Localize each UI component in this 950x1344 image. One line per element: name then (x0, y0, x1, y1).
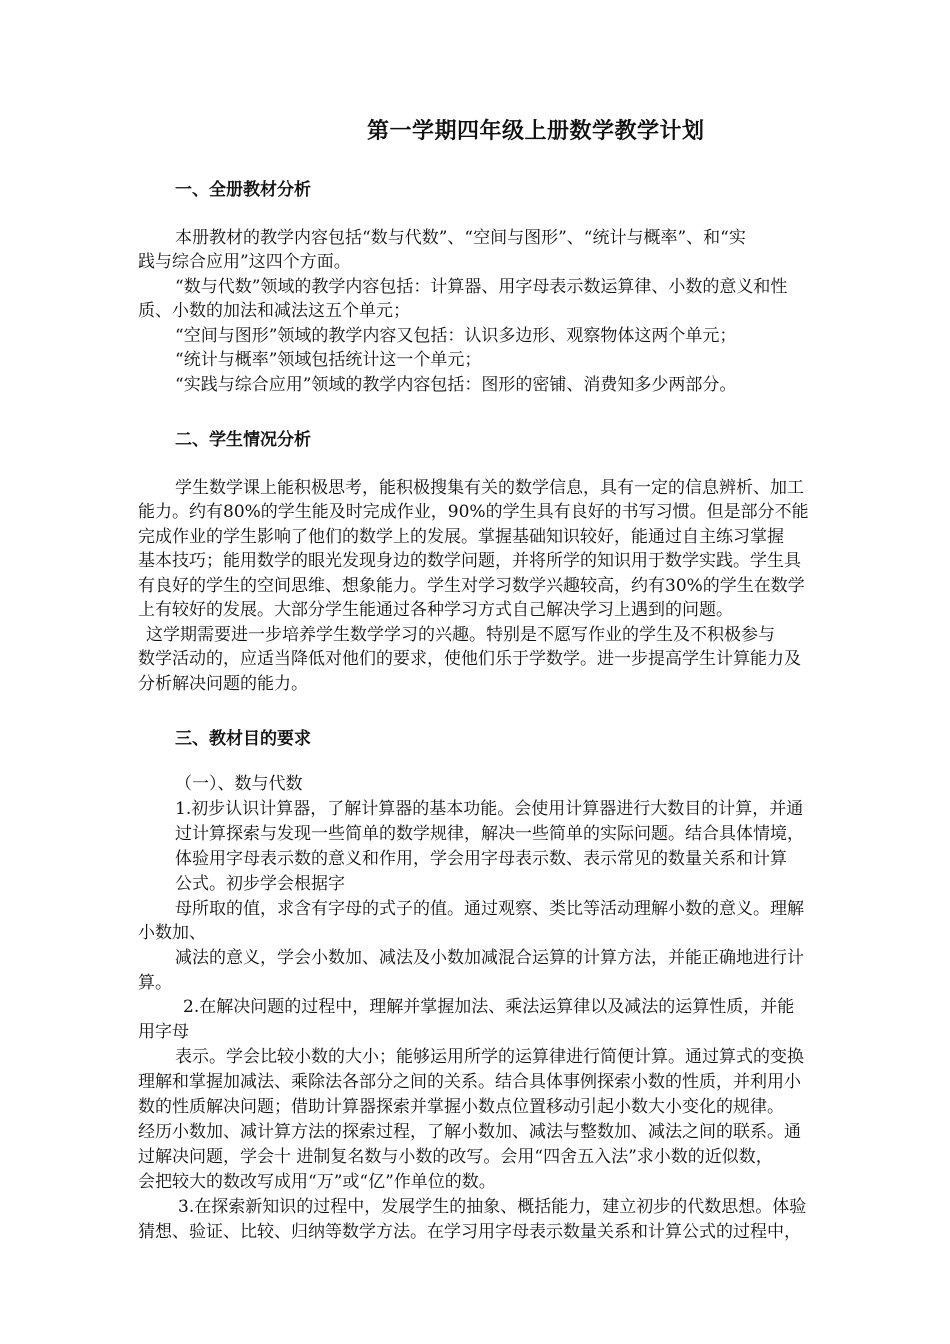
paragraph-line: 践与综合应用”这四个方面。 (138, 252, 351, 272)
paragraph-line: 母所取的值，求含有字母的式子的值。通过观察、类比等活动理解小数的意义。理解 (175, 899, 804, 919)
paragraph-line: 能力。约有80%的学生能及时完成作业，90%的学生具有良好的书写习惯。但是部分不能 (138, 502, 809, 522)
paragraph-line: 公式。初步学会根据字 (175, 874, 345, 894)
paragraph-line: 过计算探索与发现一些简单的数学规律，解决一些简单的实际问题。结合具体情境， (175, 824, 804, 844)
subsection-heading: （一）、数与代数 (175, 774, 303, 794)
paragraph-line: “实践与综合应用”领域的教学内容包括：图形的密铺、消费知多少两部分。 (175, 375, 737, 395)
section-heading-teaching-goals: 三、教材目的要求 (175, 729, 311, 749)
paragraph-line: 猜想、验证、比较、归纳等数学方法。在学习用字母表示数量关系和计算公式的过程中， (138, 1222, 801, 1242)
paragraph-line: “空间与图形”领域的教学内容又包括：认识多边形、观察物体这两个单元； (175, 326, 737, 346)
paragraph-line: 这学期需要进一步培养学生数学学习的兴趣。特别是不愿写作业的学生及不积极参与 (146, 625, 775, 645)
paragraph-line: 理解和掌握加减法、乘除法各部分之间的关系。结合具体事例探索小数的性质，并利用小 (138, 1072, 801, 1092)
paragraph-line: 质、小数的加法和减法这五个单元； (138, 301, 410, 321)
paragraph-line: 完成作业的学生影响了他们的数学上的发展。掌握基础知识较好，能通过自主练习掌握 (138, 527, 784, 547)
paragraph-line: “数与代数”领域的教学内容包括：计算器、用字母表示数运算律、小数的意义和性 (175, 277, 788, 297)
paragraph-line: 体验用字母表示数的意义和作用，学会用字母表示数、表示常见的数量关系和计算 (175, 849, 787, 869)
paragraph-line: 数学活动的，应适当降低对他们的要求，使他们乐于学数学。进一步提高学生计算能力及 (138, 649, 801, 669)
paragraph-line: 过解决问题，学会十 进制复名数与小数的改写。会用“四舍五入法”求小数的近似数， (138, 1147, 773, 1167)
paragraph-line: 基本技巧；能用数学的眼光发现身边的数学问题，并将所学的知识用于数学实践。学生具 (138, 551, 801, 571)
paragraph-line: 小数加、 (138, 923, 206, 943)
paragraph-line: 用字母 (138, 1022, 189, 1042)
paragraph-line: 3.在探索新知识的过程中，发展学生的抽象、概括能力，建立初步的代数思想。体验 (178, 1197, 807, 1217)
paragraph-line: 经历小数加、减计算方法的探索过程，了解小数加、减法与整数加、减法之间的联系。通 (138, 1122, 801, 1142)
paragraph-line: 算。 (138, 973, 172, 993)
paragraph-line: 上有较好的发展。大部分学生能通过各种学习方式自己解决学习上遇到的问题。 (138, 600, 733, 620)
page-title: 第一学期四年级上册数学教学计划 (367, 118, 705, 144)
section-heading-student-analysis: 二、学生情况分析 (175, 430, 311, 450)
paragraph-line: 减法的意义，学会小数加、减法及小数加减混合运算的计算方法，并能正确地进行计 (175, 948, 804, 968)
paragraph-line: 会把较大的数改写成用“万”或“亿”作单位的数。 (138, 1172, 496, 1192)
paragraph-line: 学生数学课上能积极思考，能积极搜集有关的数学信息，具有一定的信息辨析、加工 (175, 478, 804, 498)
paragraph-line: 表示。学会比较小数的大小；能够运用所学的运算律进行简便计算。通过算式的变换 (175, 1047, 804, 1067)
paragraph-line: “统计与概率”领域包括统计这一个单元； (175, 350, 482, 370)
paragraph-line: 2.在解决问题的过程中，理解并掌握加法、乘法运算律以及减法的运算性质，并能 (183, 997, 795, 1017)
paragraph-line: 本册教材的教学内容包括“数与代数”、“空间与图形”、“统计与概率”、和“实 (175, 228, 746, 248)
paragraph-line: 有良好的学生的空间思维、想象能力。学生对学习数学兴趣较高，约有30%的学生在数学 (138, 576, 805, 596)
paragraph-line: 1.初步认识计算器，了解计算器的基本功能。会使用计算器进行大数目的计算，并通 (175, 799, 804, 819)
section-heading-textbook-analysis: 一、全册教材分析 (175, 180, 311, 200)
paragraph-line: 数的性质解决问题；借助计算器探索并掌握小数点位置移动引起小数大小变化的规律。 (138, 1097, 784, 1117)
paragraph-line: 分析解决问题的能力。 (138, 674, 308, 694)
